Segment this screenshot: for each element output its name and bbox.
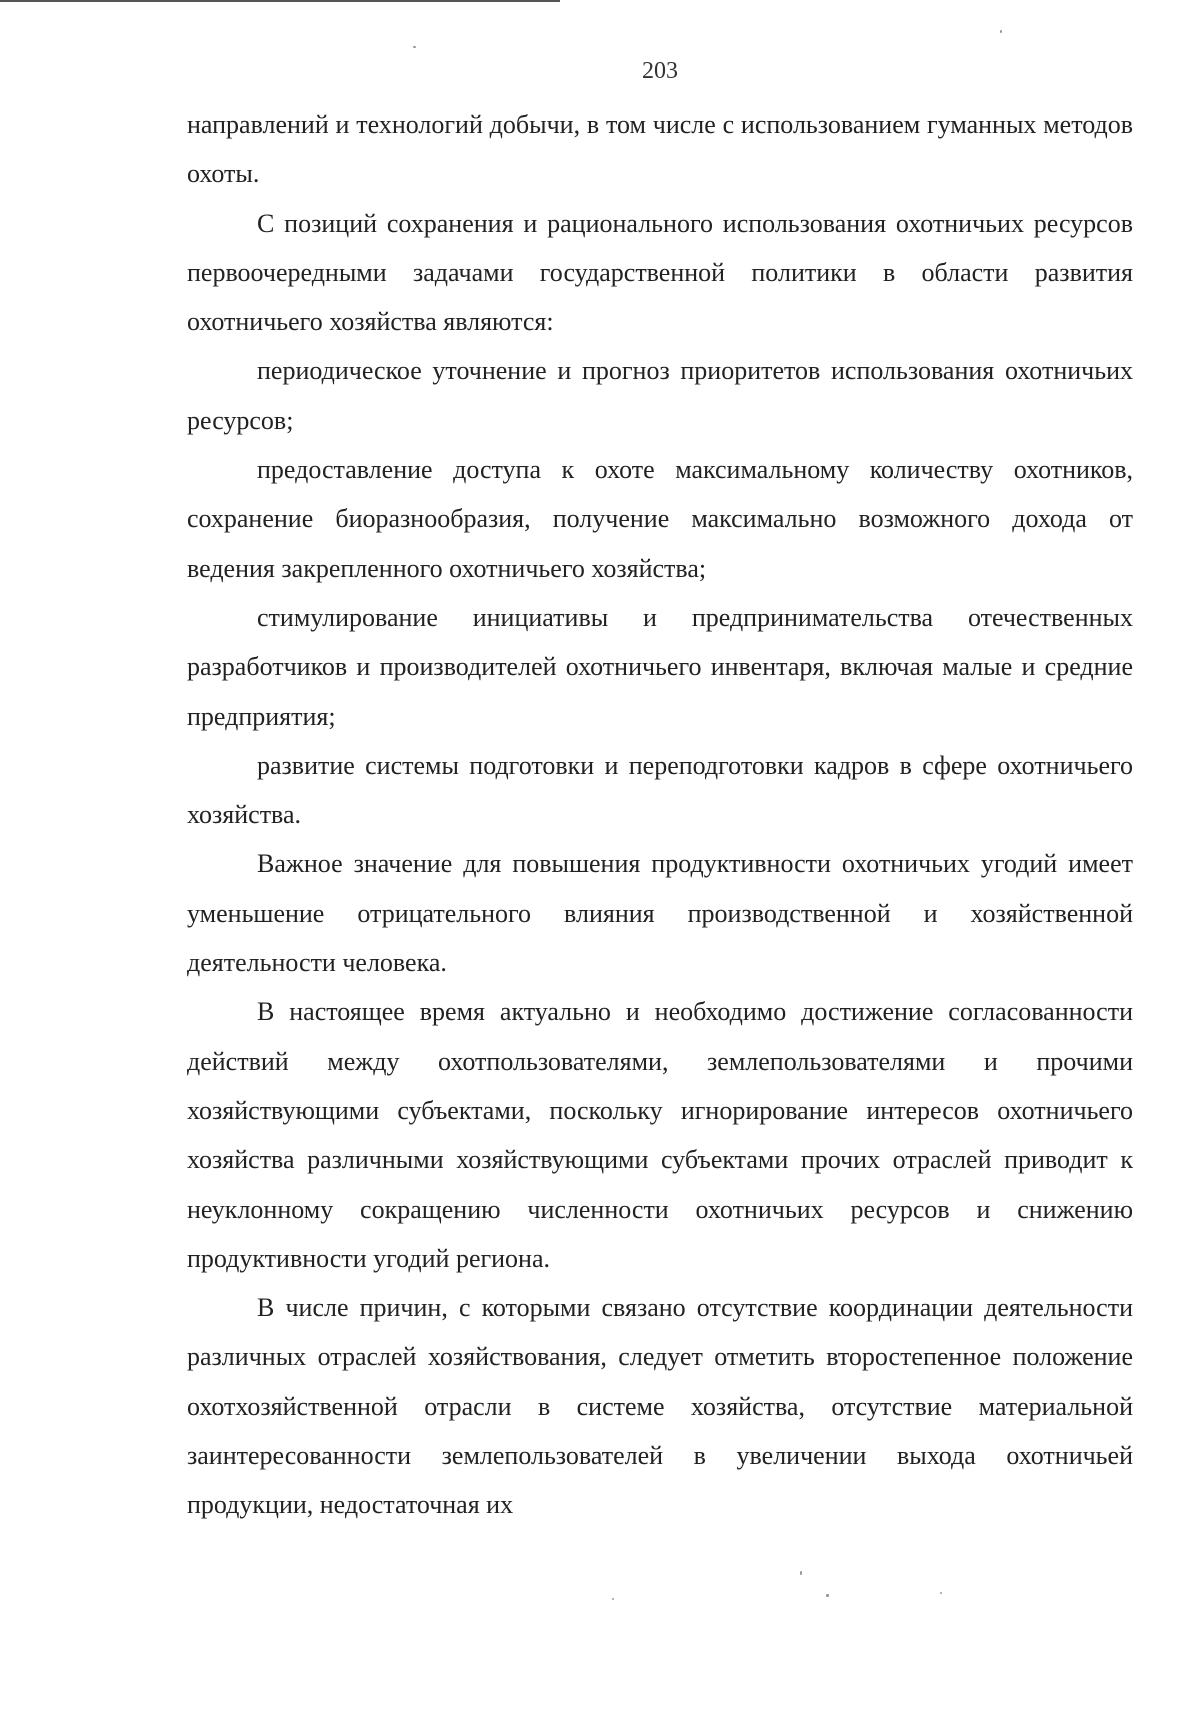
paragraph-1: направлений и технологий добычи, в том числе с использованием гуманных методов охоты. bbox=[187, 110, 1133, 189]
scan-speck bbox=[1000, 30, 1002, 33]
scan-speck bbox=[612, 1598, 614, 1600]
paragraph-8: В настоящее время актуально и необходимо достижение согласованности действий между охотпользователями, землепользователями и прочими хозяйствующими субъектами, поскольку игнорирование интересов охотничьего хозяйства различными хозяйствующими субъектами прочих отраслей приводит к неуклонному сокращению численности охотничьих ресурсов и снижению продуктивности угодий региона. bbox=[187, 997, 1133, 1273]
paragraph-5: стимулирование инициативы и предпринимательства отечественных разработчиков и производителей охотничьего инвентаря, включая малые и средние предприятия; bbox=[187, 602, 1133, 731]
paragraph-7: Важное значение для повышения продуктивности охотничьих угодий имеет уменьшение отрицательного влияния производственной и хозяйственной деятельности человека. bbox=[187, 849, 1133, 978]
scan-speck bbox=[800, 1571, 802, 1575]
scan-top-edge bbox=[0, 0, 560, 2]
page-number-text: 203 bbox=[642, 58, 678, 84]
scan-speck bbox=[413, 46, 416, 48]
scan-speck bbox=[826, 1594, 829, 1597]
paragraph-3: периодическое уточнение и прогноз приоритетов использования охотничьих ресурсов; bbox=[187, 356, 1133, 435]
scan-speck bbox=[940, 1592, 942, 1594]
paragraph-4: предоставление доступа к охоте максимальному количеству охотников, сохранение биоразнообразия, получение максимально возможного дохода от ведения закрепленного охотничьего хозяйства; bbox=[187, 455, 1133, 583]
page-number bbox=[0, 56, 1200, 86]
paragraph-9: В числе причин, с которыми связано отсутствие координации деятельности различных отраслей хозяйствования, следует отметить второстепенное положение охотхозяйственной отрасли в системе хозяйства, отсутствие материальной заинтересованности землепользователей в увеличении выхода охотничьей продукции, недостаточная их bbox=[187, 1293, 1133, 1520]
paragraph-6: развитие системы подготовки и переподготовки кадров в сфере охотничьего хозяйства. bbox=[187, 750, 1133, 830]
document-body bbox=[187, 100, 1133, 1530]
paragraph-2: С позиций сохранения и рационального использования охотничьих ресурсов первоочередными задачами государственной политики в области развития охотничьего хозяйства являются: bbox=[187, 208, 1133, 337]
